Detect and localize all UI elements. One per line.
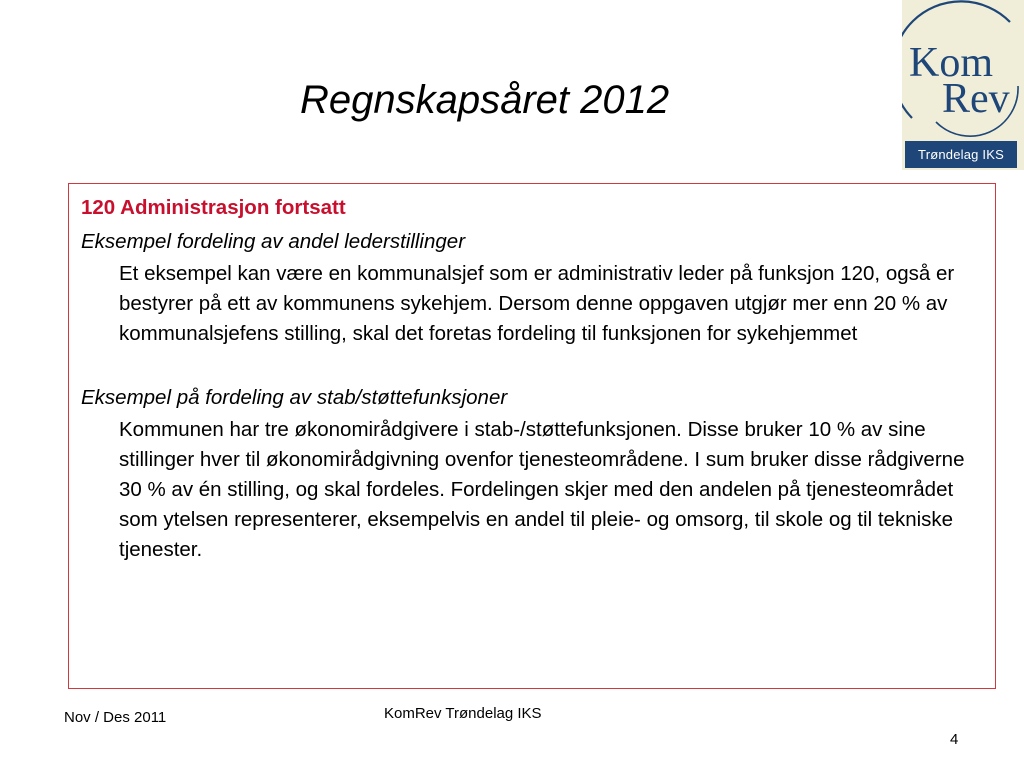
paragraph-spacer [81,349,983,379]
example2-paragraph: Kommunen har tre økonomirådgivere i stab-/støttefunksjonen. Disse bruker 10 % av sine stillinger hver til økonomirådgivning ovenfor tjenesteområdene. I sum bruker disse rådgiverne 30 % av én stilling, og skal fordeles. Fordelingen skjer med den andelen på tjenesteområdet som ytelsen representerer, eksempelvis en andel til pleie- og omsorg, til skole og til tekniske tjenester. [119,418,965,561]
slide-title: Regnskapsåret 2012 [300,78,670,122]
footer-organization: KomRev Trøndelag IKS [384,705,542,722]
logo-banner: Trøndelag IKS [905,141,1017,168]
content-box [68,183,996,689]
komrev-logo [902,0,1024,170]
logo-emblem [902,0,1024,140]
logo-text-rev: Rev [942,76,1010,122]
footer-date: Nov / Des 2011 [64,709,167,726]
footer-page-number: 4 [950,731,959,748]
example1-paragraph: Et eksempel kan være en kommunalsjef som er administrativ leder på funksjon 120, også er bestyrer på ett av kommunens sykehjem. Dersom denne oppgaven utgjør mer enn 20 % av kommunalsjefens stilling, skal det foretas fordeling til funksjonen for sykehjemmet [119,262,955,345]
example1-subheading: Eksempel fordeling av andel lederstillinger [81,230,466,253]
example2-subheading: Eksempel på fordeling av stab/støttefunksjoner [81,386,508,409]
logo-text-kom: Kom [909,40,993,86]
section-heading: 120 Administrasjon fortsatt [81,196,346,219]
